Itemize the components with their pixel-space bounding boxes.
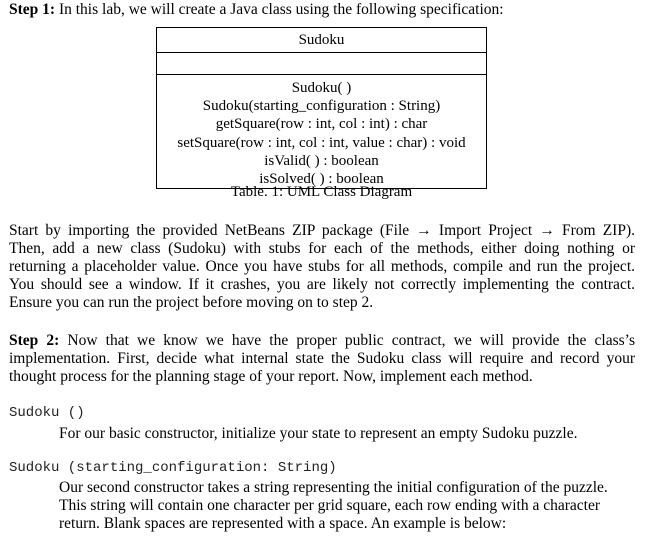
paragraph-line: return. Blank spaces are represented with a space. An example is below: [59, 515, 507, 532]
uml-method: isValid( ) : boolean [264, 152, 379, 169]
uml-class-diagram [156, 27, 487, 189]
paragraph-line: thought process for the planning stage of your report. Now, implement each method. [9, 368, 533, 385]
step1-label: Step 1: [9, 1, 56, 18]
uml-method: setSquare(row : int, col : int, value : char) : void [177, 134, 466, 151]
paragraph-line: Start by importing the provided NetBeans ZIP package (File → Import Project → From ZIP). [9, 222, 635, 239]
paragraph-line: Our second constructor takes a string representing the initial configuration of the puzzle. [59, 479, 608, 496]
uml-class-name: Sudoku [157, 28, 486, 53]
paragraph-line [9, 332, 635, 350]
constructor2-description [59, 479, 635, 533]
step2-line1: Now that we know we have the proper public contract, we will provide the class’s [59, 332, 635, 349]
step2-instructions [9, 332, 635, 386]
paragraph-line: returning a placeholder value. Once you have stubs for all methods, compile and run the project. [9, 258, 635, 275]
uml-method: Sudoku( ) [291, 80, 352, 96]
uml-method: isSolved( ) : boolean [259, 171, 384, 188]
constructor2-signature: Sudoku (starting_configuration: String) [9, 460, 337, 476]
step1-instructions [9, 222, 635, 312]
uml-methods-section [157, 75, 486, 188]
paragraph-line: You should see a window. If it crashes, you are likely not correctly implementing the contract. [9, 276, 635, 293]
paragraph-line: implementation. First, decide what internal state the Sudoku class will require and record your [9, 350, 635, 367]
constructor1-description: For our basic constructor, initialize your state to represent an empty Sudoku puzzle. [59, 425, 578, 442]
uml-method: Sudoku(starting_configuration : String) [202, 98, 441, 115]
uml-caption: Table. 1: UML Class Diagram [230, 184, 413, 200]
uml-method: getSquare(row : int, col : int) : char [215, 116, 428, 133]
uml-attributes-section [157, 53, 486, 75]
step1-heading [9, 1, 504, 19]
step1-text: In this lab, we will create a Java class using the following specification: [55, 1, 504, 18]
constructor1-signature: Sudoku () [9, 405, 85, 421]
paragraph-line: Then, add a new class (Sudoku) with stubs for each of the methods, either doing nothing or [9, 240, 635, 257]
step2-label: Step 2: [9, 332, 60, 349]
paragraph-line: This string will contain one character per grid square, each row ending with a character [59, 497, 600, 514]
paragraph-line: Ensure you can run the project before moving on to step 2. [9, 294, 374, 311]
